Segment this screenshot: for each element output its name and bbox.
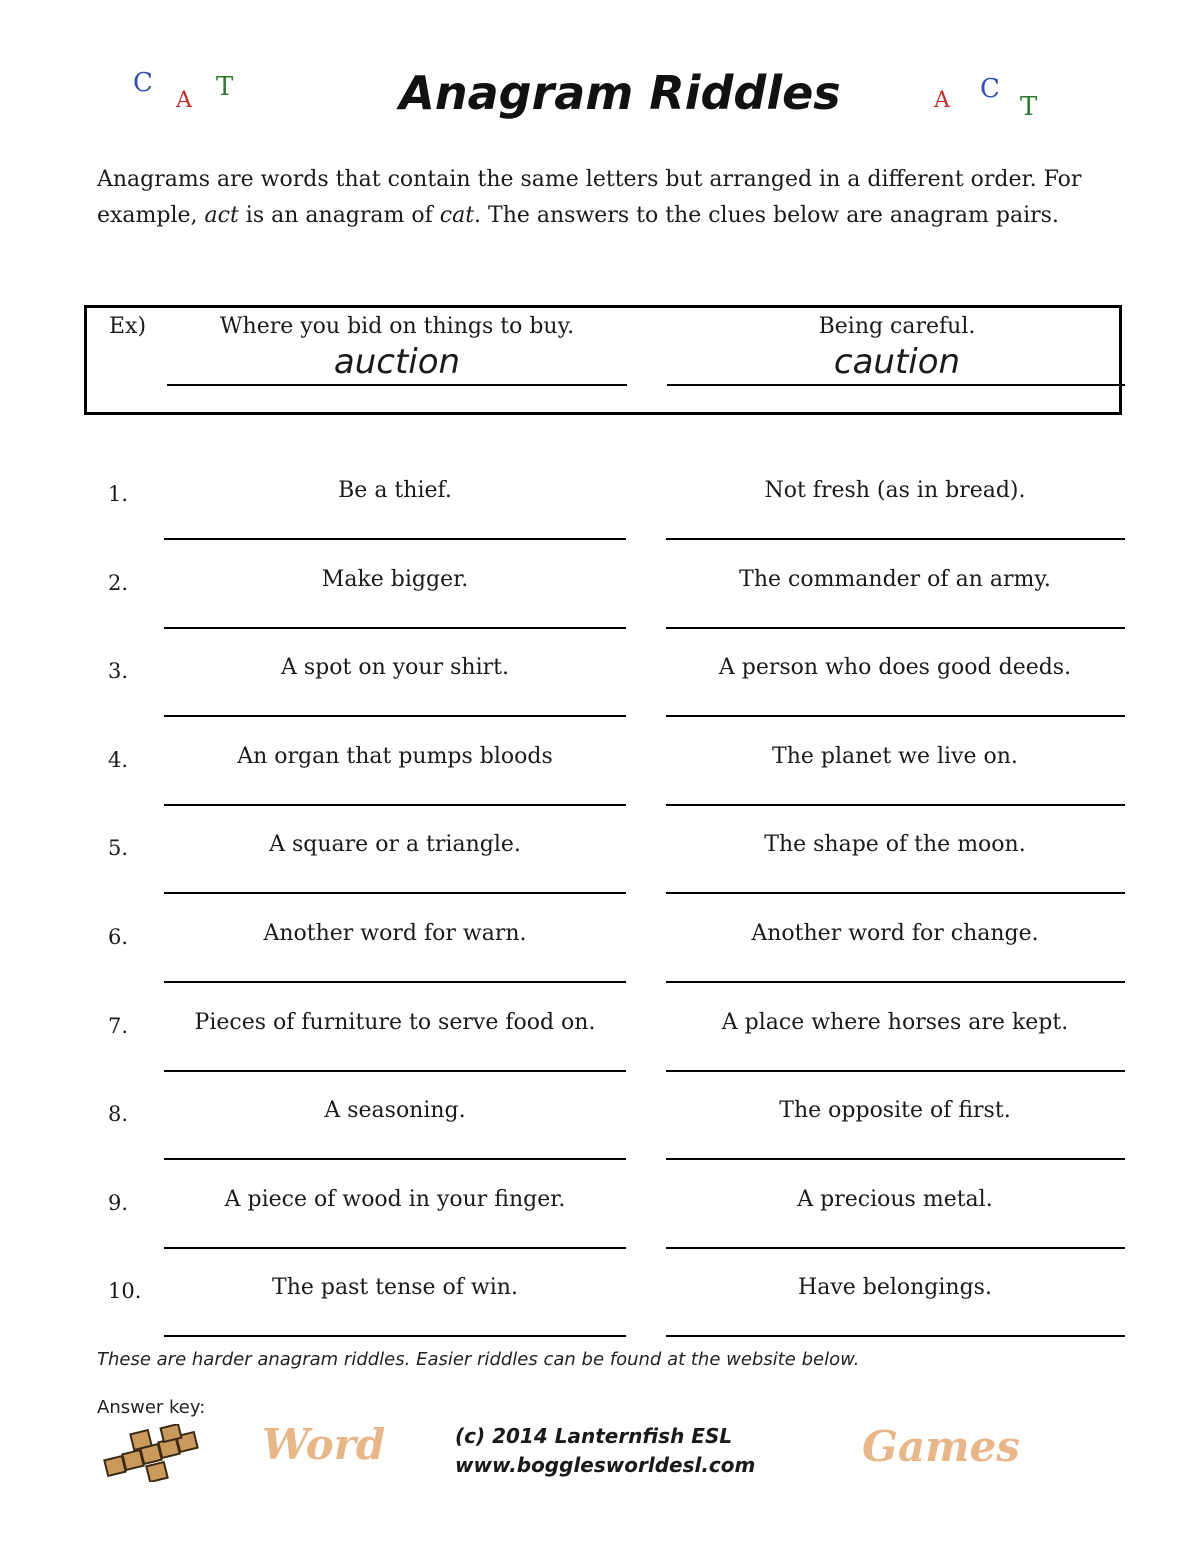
riddle-left-answer-line[interactable]: [164, 1247, 626, 1249]
riddle-right-answer-line[interactable]: [666, 715, 1125, 717]
riddle-left-answer-line[interactable]: [164, 715, 626, 717]
riddle-row: [0, 1098, 1200, 1190]
riddle-number: 2.: [108, 571, 129, 595]
riddle-right-answer-line[interactable]: [666, 538, 1125, 540]
riddle-left-clue: Pieces of furniture to serve food on.: [194, 1010, 596, 1035]
riddle-right-clue: The opposite of first.: [779, 1098, 1011, 1123]
riddle-number: 8.: [108, 1102, 129, 1126]
riddle-left-answer-line[interactable]: [164, 804, 626, 806]
riddle-left-answer-line[interactable]: [164, 981, 626, 983]
footer-website: www.bogglesworldesl.com: [455, 1453, 756, 1477]
riddle-left-answer-line[interactable]: [164, 1158, 626, 1160]
intro-word-act: act: [204, 203, 239, 228]
answer-key-label: Answer key:: [97, 1397, 206, 1418]
riddle-number: 3.: [108, 659, 129, 683]
riddle-left-clue: Be a thief.: [338, 478, 452, 503]
riddle-left-answer-line[interactable]: [164, 1335, 626, 1337]
intro-word-cat: cat: [439, 203, 475, 228]
riddle-left-answer-line[interactable]: [164, 892, 626, 894]
deco-letter-c-right: C: [980, 74, 1000, 104]
riddle-left-clue: A piece of wood in your finger.: [224, 1187, 566, 1212]
deco-letter-c-left: C: [133, 68, 153, 98]
riddle-right-clue: The planet we live on.: [772, 744, 1018, 769]
riddle-left-clue: Make bigger.: [321, 567, 469, 592]
riddle-number: 7.: [108, 1014, 129, 1038]
riddle-right-answer-line[interactable]: [666, 804, 1125, 806]
deco-letter-a-right: A: [934, 88, 950, 113]
riddle-right-answer-line[interactable]: [666, 1158, 1125, 1160]
riddle-row: [0, 478, 1200, 570]
riddle-row: [0, 1187, 1200, 1279]
riddle-number: 9.: [108, 1191, 129, 1215]
riddle-right-answer-line[interactable]: [666, 1070, 1125, 1072]
riddle-row: [0, 655, 1200, 747]
riddle-right-clue: The commander of an army.: [739, 567, 1051, 592]
riddle-left-answer-line[interactable]: [164, 538, 626, 540]
example-box: [84, 305, 1122, 415]
example-left-clue: Where you bid on things to buy.: [219, 314, 575, 339]
riddle-right-clue: The shape of the moon.: [764, 832, 1026, 857]
riddle-right-clue: Have belongings.: [798, 1275, 992, 1300]
intro-text-3: . The answers to the clues below are anagram pairs.: [474, 203, 1059, 228]
riddle-row: [0, 921, 1200, 1013]
example-right-answer-line: [667, 384, 1125, 386]
riddle-left-clue: A square or a triangle.: [269, 832, 521, 857]
riddle-number: 6.: [108, 925, 129, 949]
deco-letter-t-right: T: [1020, 92, 1038, 122]
riddle-number: 1.: [108, 482, 129, 506]
riddle-number: 4.: [108, 748, 129, 772]
riddle-row: [0, 832, 1200, 924]
riddle-right-answer-line[interactable]: [666, 1247, 1125, 1249]
riddle-row: [0, 1010, 1200, 1102]
riddle-number: 5.: [108, 836, 129, 860]
page-title: Anagram Riddles: [399, 66, 841, 120]
example-right-clue: Being careful.: [818, 314, 976, 339]
riddle-right-clue: Not fresh (as in bread).: [764, 478, 1026, 503]
deco-letter-t-left: T: [216, 72, 234, 102]
riddle-row: [0, 567, 1200, 659]
riddle-number: 10.: [108, 1279, 142, 1303]
deco-letter-a-left: A: [176, 88, 192, 113]
riddle-left-answer-line[interactable]: [164, 1070, 626, 1072]
example-left-answer-line: [167, 384, 627, 386]
riddle-right-clue: Another word for change.: [751, 921, 1039, 946]
riddle-right-answer-line[interactable]: [666, 627, 1125, 629]
riddle-left-answer-line[interactable]: [164, 627, 626, 629]
riddle-left-clue: Another word for warn.: [263, 921, 527, 946]
riddle-right-answer-line[interactable]: [666, 1335, 1125, 1337]
example-right-answer: caution: [833, 342, 961, 382]
crossword-tiles-icon: [100, 1424, 204, 1482]
intro-text-1: Anagrams are words that contain the same letters but arranged in a different order. For example,: [97, 167, 1082, 228]
footer-word-right: Games: [862, 1422, 1020, 1471]
footer-word-left: Word: [262, 1420, 386, 1469]
riddle-right-clue: A precious metal.: [797, 1187, 993, 1212]
intro-text-2: is an anagram of: [238, 203, 440, 228]
example-label: Ex): [109, 314, 147, 339]
riddle-left-clue: A spot on your shirt.: [281, 655, 509, 680]
riddle-right-clue: A person who does good deeds.: [718, 655, 1072, 680]
footer-note: These are harder anagram riddles. Easier riddles can be found at the website below.: [97, 1349, 860, 1370]
riddle-left-clue: The past tense of win.: [272, 1275, 518, 1300]
riddle-left-clue: An organ that pumps bloods: [237, 744, 553, 769]
intro-paragraph: [97, 162, 1117, 234]
riddle-right-clue: A place where horses are kept.: [721, 1010, 1069, 1035]
riddle-row: [0, 744, 1200, 836]
footer-copyright: (c) 2014 Lanternfish ESL: [455, 1424, 733, 1448]
riddle-left-clue: A seasoning.: [324, 1098, 466, 1123]
example-left-answer: auction: [333, 342, 461, 382]
riddle-right-answer-line[interactable]: [666, 892, 1125, 894]
footer-copyright-block: [455, 1422, 755, 1480]
riddle-right-answer-line[interactable]: [666, 981, 1125, 983]
